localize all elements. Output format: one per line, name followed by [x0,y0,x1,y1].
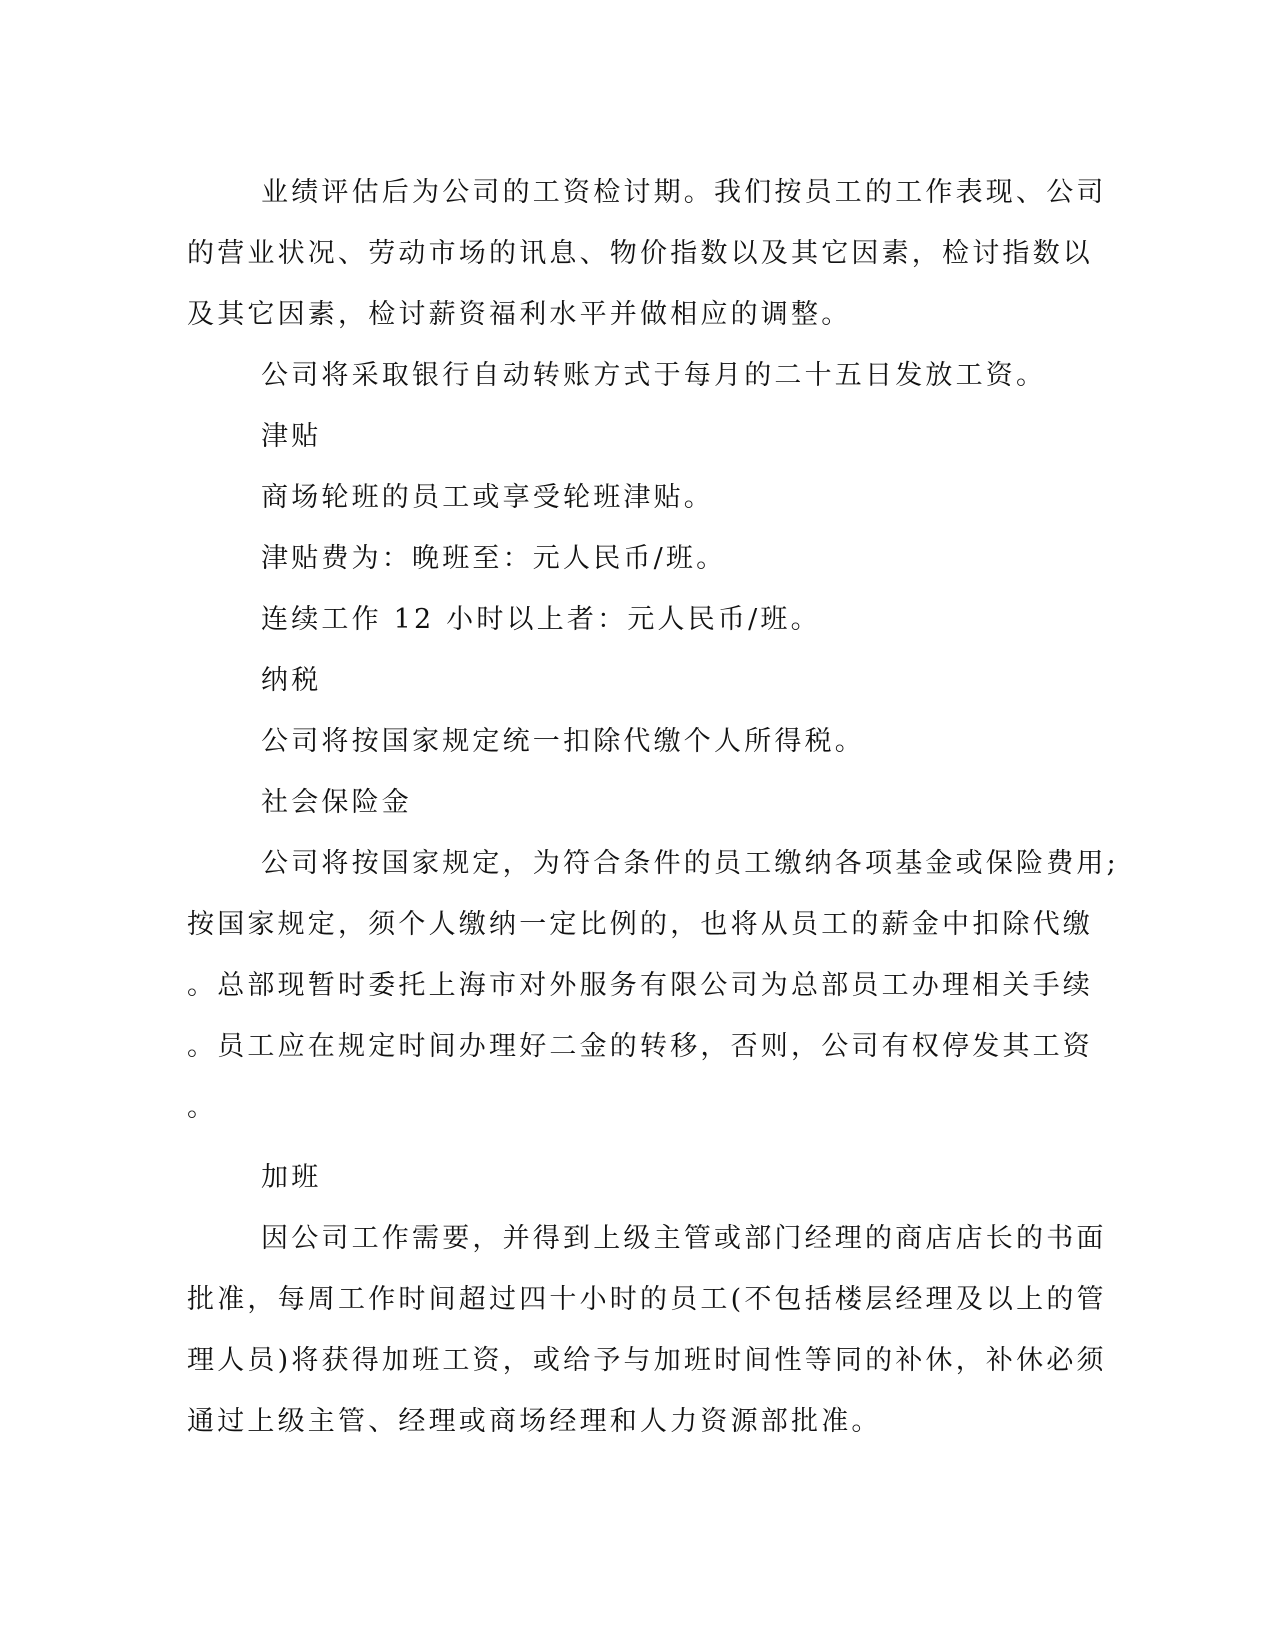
paragraph-continuous-work: 连续工作 12 小时以上者：元人民币/班。 [261,604,821,635]
heading-overtime: 加班 [261,1162,322,1193]
paragraph-overtime-line-2: 批准，每周工作时间超过四十小时的员工(不包括楼层经理及以上的管 [187,1284,1107,1315]
paragraph-income-tax: 公司将按国家规定统一扣除代缴个人所得税。 [261,726,865,757]
paragraph-salary-review-line-1: 业绩评估后为公司的工资检讨期。我们按员工的工作表现、公司 [261,177,1107,208]
heading-allowance: 津贴 [261,421,322,452]
paragraph-insurance-line-5: 。 [187,1092,218,1123]
heading-social-insurance: 社会保险金 [261,787,412,818]
paragraph-insurance-line-4: 。员工应在规定时间办理好二金的转移，否则，公司有权停发其工资 [187,1031,1093,1062]
paragraph-overtime-line-1: 因公司工作需要，并得到上级主管或部门经理的商店店长的书面 [261,1223,1107,1254]
paragraph-overtime-line-4: 通过上级主管、经理或商场经理和人力资源部批准。 [187,1406,882,1437]
document-body [187,162,1119,1452]
paragraph-payday: 公司将采取银行自动转账方式于每月的二十五日发放工资。 [261,360,1047,391]
paragraph-salary-review-line-2: 的营业状况、劳动市场的讯息、物价指数以及其它因素，检讨指数以 [187,238,1093,269]
paragraph-allowance-fee: 津贴费为：晚班至：元人民币/班。 [261,543,727,574]
paragraph-overtime-line-3: 理人员)将获得加班工资，或给予与加班时间性等同的补休，补休必须 [187,1345,1107,1376]
paragraph-insurance-line-2: 按国家规定，须个人缴纳一定比例的，也将从员工的薪金中扣除代缴 [187,909,1093,940]
paragraph-insurance-line-3: 。总部现暂时委托上海市对外服务有限公司为总部员工办理相关手续 [187,970,1093,1001]
paragraph-shift-allowance: 商场轮班的员工或享受轮班津贴。 [261,482,714,513]
paragraph-salary-review-line-3: 及其它因素，检讨薪资福利水平并做相应的调整。 [187,299,852,330]
paragraph-insurance-line-1: 公司将按国家规定，为符合条件的员工缴纳各项基金或保险费用; [261,848,1119,879]
heading-tax: 纳税 [261,665,322,696]
